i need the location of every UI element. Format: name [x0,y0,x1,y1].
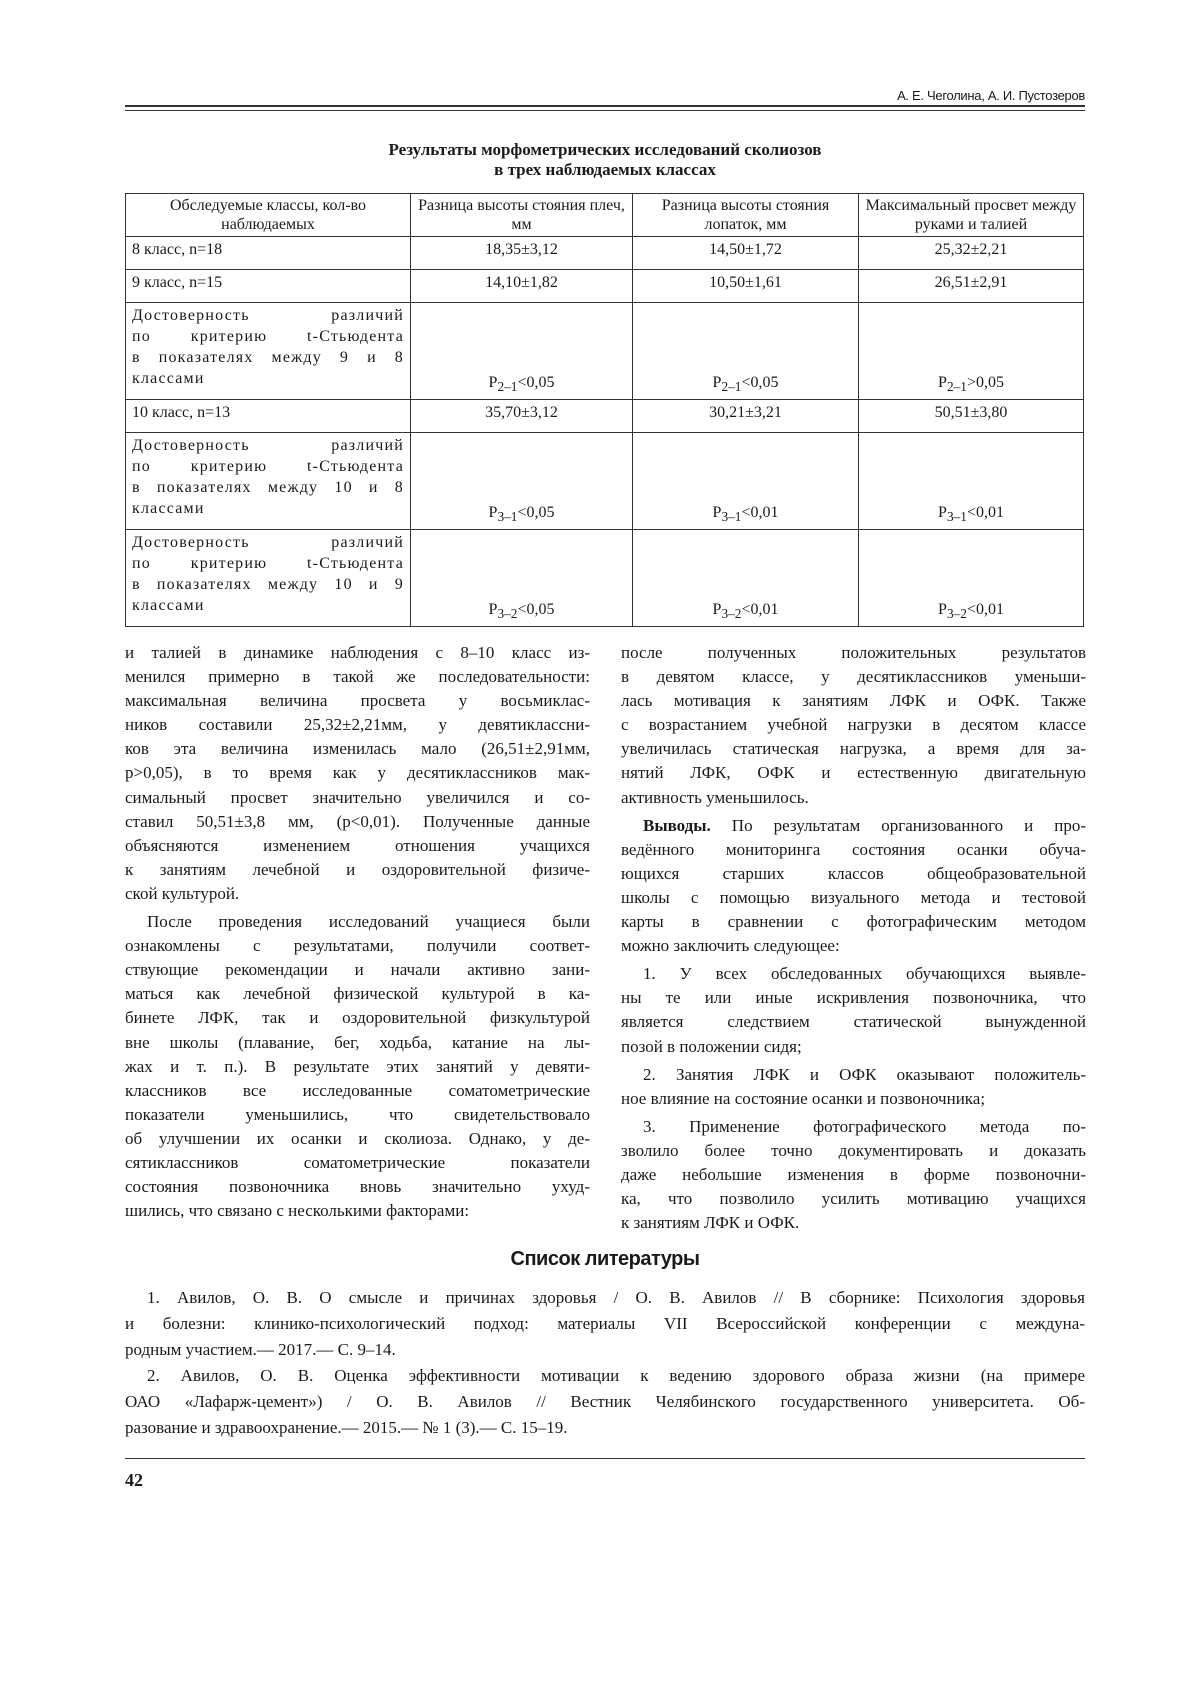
table-header-cell: Максимальный просвет между руками и талией [859,194,1084,237]
text-line [621,838,1086,862]
p-subscript: 2–1 [721,379,742,394]
text-line [621,641,1086,665]
header-rule-thin [125,110,1085,111]
row-label-cell [126,303,411,400]
text-line [125,910,590,934]
value-cell [411,433,633,530]
text-line-content: 2. Занятия ЛФК и ОФК оказывают положитель- [643,1064,1086,1084]
text-line-content: нятий ЛФК, ОФК и естественную двигательную [621,763,1086,783]
text-line-content: ков эта величина изменилась мало (26,51±2,91мм, [125,739,590,759]
p-symbol: P [712,503,722,521]
text-line-content: зволило более точно документировать и доказать [621,1140,1086,1160]
text-line-content: симальный просвет значительно увеличился и со- [125,787,590,807]
text-line [125,1031,590,1055]
p-symbol: P [488,600,498,618]
p-subscript: 3–1 [946,509,967,524]
right-column [621,641,1086,1235]
p-subscript: 3–2 [497,606,518,621]
p-symbol: P [712,600,722,618]
text-line [621,1010,1086,1034]
p-symbol: P [488,373,498,391]
table-row [126,303,1084,400]
text-line [125,958,590,982]
row-label-line: по критерию t-Стьюдента [132,458,404,475]
table-row [126,433,1084,530]
text-line-content: классников все исследованные соматометрические [125,1080,590,1100]
text-line [621,1187,1086,1211]
text-line [621,934,1086,958]
p-symbol: P [712,373,722,391]
row-label-line: Достоверность различий [132,307,404,324]
p-symbol: P [938,600,947,618]
text-line-content: в девятом классе, у десятиклассников уменьши- [621,667,1086,687]
results-table [125,193,1084,627]
text-line [621,862,1086,886]
text-line [125,882,590,906]
reference-line: разование и здравоохранение.— 2015.— № 1 (3).— С. 15–19. [125,1418,568,1437]
row-label-cell [126,433,411,530]
text-line [125,834,590,858]
p-subscript: 3–2 [946,606,967,621]
text-line-content: и талией в динамике наблюдения с 8–10 класс из- [125,643,590,662]
text-line [621,1035,1086,1059]
table-title [125,140,1085,180]
value-cell: 50,51±3,80 [859,400,1084,433]
text-line [125,1055,590,1079]
value-cell: 30,21±3,21 [633,400,859,433]
row-label-line: Достоверность различий [132,437,404,454]
text-line-content: лась мотивация к занятиям ЛФК и ОФК. Также [621,691,1086,711]
value-cell: 35,70±3,12 [411,400,633,433]
table-row [126,530,1084,627]
bibliography-heading: Список литературы [510,1248,700,1270]
p-value: <0,05 [517,503,555,521]
p-subscript: 2–1 [946,379,967,394]
text-line [125,982,590,1006]
table-header-cell: Разница высоты стояния лопаток, мм [633,194,859,237]
text-line-content: к занятиям ЛФК и ОФК. [621,1213,800,1233]
text-line [621,1087,1086,1111]
p-value: <0,05 [517,373,555,391]
text-line-content: даже небольшие изменения в форме позвоночни- [621,1164,1086,1184]
text-line [125,1199,590,1223]
text-line-content: ников составили 25,32±2,21мм, у девятиклассни- [125,715,590,735]
p-subscript: 3–2 [721,606,742,621]
text-line [125,810,590,834]
row-label-line: классами [132,370,205,387]
text-line [621,761,1086,785]
table-title-line: в трех наблюдаемых классах [494,160,716,179]
value-cell [633,303,859,400]
text-line-content: бинете ЛФК, так и оздоровительной физкультурой [125,1008,590,1028]
text-line-content: вне школы (плавание, бег, ходьба, катание на лы- [125,1032,590,1052]
page-number: 42 [125,1470,143,1490]
text-line-content: шились, что связано с несколькими факторами: [125,1201,470,1221]
p-value: >0,05 [966,373,1004,391]
table-row [126,237,1084,270]
table-header-cell: Разница высоты стояния плеч, мм [411,194,633,237]
p-value: <0,01 [741,503,779,521]
text-line-content: ставил 50,51±3,8 мм, (p<0,01). Полученные данные [125,811,590,831]
text-line-content: ющихся старших классов общеобразовательной [621,863,1086,883]
text-line-content: маться как лечебной физической культурой в ка- [125,984,590,1004]
row-label-line: классами [132,500,205,517]
left-column [125,641,590,1223]
text-line [125,737,590,761]
p-value: <0,01 [966,600,1004,618]
value-cell: 14,10±1,82 [411,270,633,303]
text-line [621,737,1086,761]
text-line [621,910,1086,934]
text-line [621,886,1086,910]
p-symbol: P [938,503,947,521]
value-cell [859,303,1084,400]
text-line-content: после полученных положительных результатов [621,643,1086,662]
text-line [125,858,590,882]
row-label-line: в показателях между 9 и 8 [132,349,404,366]
text-line [621,786,1086,810]
table-row [126,400,1084,433]
text-line-content: ка, что позволило усилить мотивацию учащихся [621,1189,1086,1209]
row-label-line: в показателях между 10 и 9 [132,576,404,593]
reference-line: 2. Авилов, О. В. Оценка эффективности мотивации к ведению здорового образа жизни (на примере [147,1366,1085,1385]
text-line [621,814,1086,838]
p-symbol: P [938,373,947,391]
text-line [621,962,1086,986]
bibliography-list [125,1285,1085,1441]
row-label-line: Достоверность различий [132,534,404,551]
text-line-content: состояния позвоночника вновь значительно ухуд- [125,1177,590,1197]
text-line [621,1115,1086,1139]
running-head: А. Е. Чеголина, А. И. Пустозеров [897,88,1085,103]
table-title-line: Результаты морфометрических исследований сколиозов [388,140,822,159]
table-header-cell: Обследуемые классы, кол-во наблюдаемых [126,194,411,237]
text-line-content: к занятиям лечебной и оздоровительной физиче- [125,859,590,879]
text-line [125,761,590,785]
text-line-content: ской культурой. [125,883,240,903]
value-cell: 25,32±2,21 [859,237,1084,270]
text-line [621,1211,1086,1235]
text-line-content: жах и т. п.). В результате этих занятий у девяти- [125,1056,590,1076]
text-line [621,665,1086,689]
p-symbol: P [488,503,498,521]
value-cell [411,303,633,400]
table-header-row [126,194,1084,237]
text-line-content: менился примерно в такой же последовательности: [125,667,590,687]
text-line [125,786,590,810]
text-line-content: школы с помощью визуального метода и тестовой [621,887,1086,907]
row-label-line: по критерию t-Стьюдента [132,328,404,345]
text-line [125,1151,590,1175]
text-line [621,689,1086,713]
row-label-line: в показателях между 10 и 8 [132,479,404,496]
text-line [621,1163,1086,1187]
text-line-content: позой в положении сидя; [621,1036,802,1056]
value-cell: 18,35±3,12 [411,237,633,270]
reference-line: и болезни: клинико-психологический подход: материалы VII Всероссийской конференции с междуна- [125,1314,1085,1333]
row-label-cell: 9 класс, n=15 [126,270,411,303]
p-subscript: 2–1 [497,379,518,394]
row-label-cell: 10 класс, n=13 [126,400,411,433]
table-row [126,270,1084,303]
text-line-content: об улучшении их осанки и сколиоза. Однако, у де- [125,1128,590,1148]
text-line-content: p>0,05), в то время как у десятиклассников мак- [125,763,590,783]
text-line [125,641,590,665]
value-cell [859,433,1084,530]
text-line-content: показатели уменьшились, что свидетельствовало [125,1104,590,1124]
footer-rule [125,1458,1085,1459]
text-line [125,934,590,958]
bold-lead: Выводы. [643,815,711,835]
header-rule [125,105,1085,107]
row-label-cell: 8 класс, n=18 [126,237,411,270]
text-line-content: После проведения исследований учащиеся были [147,912,590,932]
value-cell [411,530,633,627]
text-line-content: сятиклассников соматометрические показатели [125,1152,590,1172]
text-line [621,986,1086,1010]
row-label-line: классами [132,597,205,614]
text-line-content: активность уменьшилось. [621,787,809,807]
p-value: <0,01 [741,600,779,618]
text-line [125,1103,590,1127]
text-line [125,689,590,713]
text-line-content: 3. Применение фотографического метода по- [643,1116,1086,1136]
text-line-content: объясняются изменением отношения учащихся [125,835,590,855]
value-cell [859,530,1084,627]
value-cell: 10,50±1,61 [633,270,859,303]
text-line [125,1079,590,1103]
p-subscript: 3–1 [721,509,742,524]
reference-line: ОАО «Лафарж-цемент») / О. В. Авилов // Вестник Челябинского государственного университета. Об- [125,1392,1085,1411]
row-label-line: по критерию t-Стьюдента [132,555,404,572]
text-line-content: 1. У всех обследованных обучающихся выявле- [643,964,1086,984]
p-value: <0,05 [517,600,555,618]
value-cell [633,530,859,627]
text-line [125,713,590,737]
value-cell [633,433,859,530]
text-line-content: ны те или иные искривления позвоночника, что [621,988,1086,1008]
text-line [125,665,590,689]
p-value: <0,01 [966,503,1004,521]
text-line-content: ознакомлены с результатами, получили соответ- [125,936,590,956]
value-cell: 14,50±1,72 [633,237,859,270]
text-line-content: с возрастанием учебной нагрузки в десятом классе [621,715,1086,735]
text-line [125,1006,590,1030]
row-label-cell [126,530,411,627]
text-line [621,1063,1086,1087]
text-line [621,1139,1086,1163]
text-line-content: максимальная величина просвета у восьмиклас- [125,691,590,711]
text-line [621,713,1086,737]
text-line-content: можно заключить следующее: [621,936,840,956]
reference-line: 1. Авилов, О. В. О смысле и причинах здоровья / О. В. Авилов // В сборнике: Психология здоровья [147,1288,1085,1307]
p-subscript: 3–1 [497,509,518,524]
value-cell: 26,51±2,91 [859,270,1084,303]
text-line-content: ное влияние на состояние осанки и позвоночника; [621,1088,986,1108]
text-line-content: По результатам организованного и про- [710,815,1086,835]
text-line [125,1175,590,1199]
text-line-content: карты в сравнении с фотографическим методом [621,912,1086,932]
text-line-content: является следствием статической вынужденной [621,1012,1086,1032]
reference-line: родным участием.— 2017.— С. 9–14. [125,1340,396,1359]
text-line-content: ствующие рекомендации и начали активно зани- [125,960,590,980]
text-line [125,1127,590,1151]
text-line-content: ведённого мониторинга состояния осанки обуча- [621,839,1086,859]
p-value: <0,05 [741,373,779,391]
text-line-content: увеличилась статическая нагрузка, а время для за- [621,739,1086,759]
